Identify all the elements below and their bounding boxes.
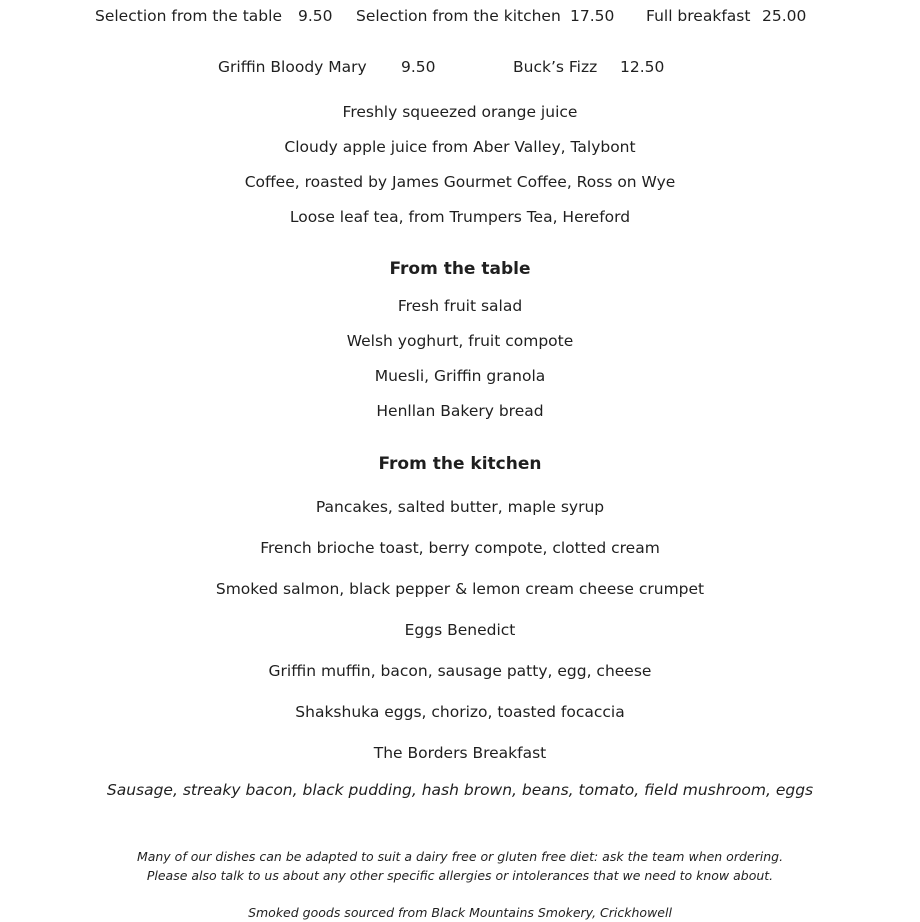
bucks-fizz-label: Buck’s Fizz — [513, 58, 598, 76]
selection-table-label: Selection from the table — [95, 7, 282, 25]
bloody-mary-price: 9.50 — [401, 58, 436, 76]
full-breakfast-price: 25.00 — [762, 7, 807, 25]
kitchen-item: Shakshuka eggs, chorizo, toasted focaccia — [295, 703, 625, 721]
drink-item: Loose leaf tea, from Trumpers Tea, Hereford — [289, 208, 631, 226]
price-row-cocktails — [0, 57, 920, 79]
drink-item: Cloudy apple juice from Aber Valley, Talybont — [284, 138, 636, 156]
table-item: Henllan Bakery bread — [376, 402, 544, 420]
allergy-note-line-1: Many of our dishes can be adapted to suit a dairy free or gluten free diet: ask the team when ordering. — [136, 849, 784, 864]
section-heading-kitchen: From the kitchen — [378, 454, 542, 474]
drink-item: Freshly squeezed orange juice — [342, 103, 578, 121]
selection-kitchen-label: Selection from the kitchen — [356, 7, 561, 25]
full-breakfast-label: Full breakfast — [646, 7, 751, 25]
kitchen-item: Griffin muffin, bacon, sausage patty, egg, cheese — [268, 662, 652, 680]
kitchen-item: Smoked salmon, black pepper & lemon cream cheese crumpet — [215, 580, 705, 598]
allergy-note-line-2: Please also talk to us about any other specific allergies or intolerances that we need to know about. — [146, 868, 774, 883]
table-item: Welsh yoghurt, fruit compote — [346, 332, 574, 350]
table-item: Muesli, Griffin granola — [374, 367, 546, 385]
price-row-selections — [0, 6, 920, 28]
kitchen-item: Eggs Benedict — [404, 621, 516, 639]
drink-item: Coffee, roasted by James Gourmet Coffee, Ross on Wye — [244, 173, 676, 191]
bucks-fizz-price: 12.50 — [620, 58, 665, 76]
kitchen-item: The Borders Breakfast — [373, 744, 547, 762]
selection-kitchen-price: 17.50 — [570, 7, 615, 25]
kitchen-item: Pancakes, salted butter, maple syrup — [315, 498, 605, 516]
section-heading-table: From the table — [389, 259, 531, 279]
smoked-goods-note: Smoked goods sourced from Black Mountains Smokery, Crickhowell — [248, 905, 672, 920]
kitchen-item: French brioche toast, berry compote, clotted cream — [260, 539, 660, 557]
bloody-mary-label: Griffin Bloody Mary — [218, 58, 367, 76]
borders-breakfast-detail: Sausage, streaky bacon, black pudding, hash brown, beans, tomato, field mushroom, eggs — [106, 781, 814, 799]
table-item: Fresh fruit salad — [397, 297, 523, 315]
selection-table-price: 9.50 — [298, 7, 333, 25]
